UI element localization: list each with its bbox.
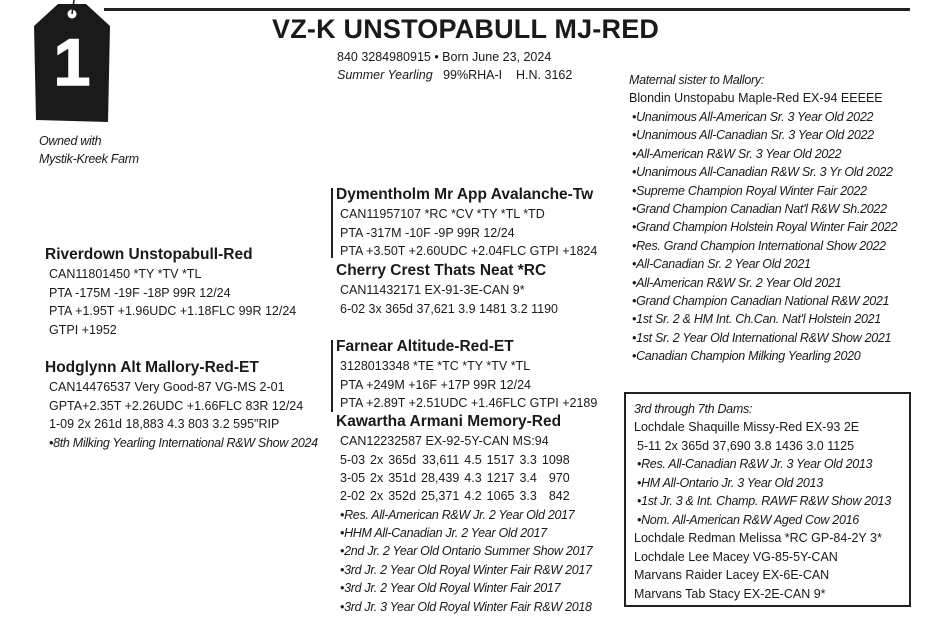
- dam-achievement: •8th Milking Yearling International R&W Show 2024: [49, 435, 318, 450]
- dam-dam-achievement: •3rd Jr. 2 Year Old Royal Winter Fair 2017: [340, 581, 561, 596]
- header-rule: [104, 8, 910, 11]
- record-cell: 365d: [388, 452, 417, 467]
- registration-line: 840 3284980915 • Born June 23, 2024: [337, 50, 552, 64]
- sister-achievement: •1st Sr. 2 & HM Int. Ch.Can. Nat'l Holstein 2021: [632, 312, 881, 327]
- owner-note: [39, 132, 139, 168]
- dam-dam-achievement: •2nd Jr. 2 Year Old Ontario Summer Show 2017: [340, 544, 593, 559]
- sire-sire-line: PTA +3.50T +2.60UDC +2.04FLC GTPI +1824: [340, 244, 598, 258]
- sire-sire-name: Dymentholm Mr App Avalanche-Tw: [336, 186, 594, 203]
- dam-dam-achievement: •3rd Jr. 2 Year Old Royal Winter Fair R&W 2017: [340, 562, 592, 577]
- dam-name: Hodglynn Alt Mallory-Red-ET: [45, 359, 259, 376]
- dams-box: [624, 392, 911, 607]
- record-cell: 5-03: [340, 452, 366, 467]
- sister-achievement: •Res. Grand Champion International Show 2022: [632, 238, 886, 253]
- dam-dam-achievement: •HHM All-Canadian Jr. 2 Year Old 2017: [340, 526, 547, 541]
- sister-achievement: •Supreme Champion Royal Winter Fair 2022: [632, 183, 867, 198]
- hn-value: H.N. 3162: [516, 68, 573, 82]
- record-cell: 970: [548, 471, 570, 486]
- dam-sire-name: Farnear Altitude-Red-ET: [336, 338, 514, 355]
- dam-line: CAN14476537 Very Good-87 VG-MS 2-01: [49, 380, 285, 394]
- sister-achievement: •Grand Champion Canadian National R&W 2021: [632, 293, 890, 308]
- record-cell: 4.2: [464, 489, 482, 504]
- record-cell: 2x: [370, 452, 384, 467]
- sister-achievement: •1st Sr. 2 Year Old International R&W Show 2021: [632, 330, 892, 345]
- sire-dam-name: Cherry Crest Thats Neat *RC: [336, 262, 547, 279]
- record-cell: 2x: [370, 489, 384, 504]
- sister-achievement: •Grand Champion Canadian Nat'l R&W Sh.2022: [632, 201, 887, 216]
- record-cell: 3.3: [519, 489, 537, 504]
- dam-line: GPTA+2.35T +2.26UDC +1.66FLC 83R 12/24: [49, 398, 304, 413]
- dam-sire-line: PTA +249M +16F +17P 99R 12/24: [340, 377, 531, 392]
- record-cell: 842: [548, 489, 570, 504]
- dam-side-bar: [331, 340, 333, 412]
- dam-line: 1-09 2x 261d 18,883 4.3 803 3.2 595"RIP: [49, 417, 280, 431]
- dam-block: [45, 359, 318, 452]
- sister-achievement: •Unanimous All-Canadian R&W Sr. 3 Yr Old 2022: [632, 165, 893, 180]
- dams-box-heading: 3rd through 7th Dams:: [634, 402, 753, 416]
- record-cell: 1098: [541, 452, 570, 467]
- record-cell: 352d: [388, 489, 417, 504]
- sister-achievement: •Unanimous All-American Sr. 3 Year Old 2022: [632, 109, 874, 124]
- earlier-dam: Lochdale Redman Melissa *RC GP-84-2Y 3*: [634, 531, 882, 546]
- maternal-sister-block: [629, 71, 897, 366]
- owner-line-1: Owned with: [39, 134, 102, 148]
- dam-dam-name: Kawartha Armani Memory-Red: [336, 413, 562, 430]
- third-dam-achievement: •Nom. All-American R&W Aged Cow 2016: [637, 512, 859, 527]
- sister-achievement: •All-American R&W Sr. 3 Year Old 2022: [632, 146, 842, 161]
- sire-sire-line: PTA -317M -10F -9P 99R 12/24: [340, 225, 515, 240]
- rha-value: 99%RHA-I: [443, 68, 503, 82]
- sire-block: [45, 246, 296, 339]
- record-cell: 1065: [486, 489, 515, 504]
- lot-tag: [30, 0, 114, 126]
- sire-sire-block: [336, 186, 597, 261]
- sister-achievement: •All-Canadian Sr. 2 Year Old 2021: [632, 257, 811, 272]
- third-dam-achievement: •1st Jr. 3 & Int. Champ. RAWF R&W Show 2013: [637, 494, 891, 509]
- sire-name: Riverdown Unstopabull-Red: [45, 246, 253, 263]
- record-cell: 28,439: [421, 471, 460, 486]
- lot-number: 1: [53, 25, 91, 99]
- dam-dam-records: [340, 451, 575, 506]
- record-cell: 351d: [388, 471, 417, 486]
- dam-sire-block: [336, 338, 597, 413]
- record-cell: 3.4: [519, 471, 537, 486]
- earlier-dam: Lochdale Lee Macey VG-85-5Y-CAN: [634, 549, 838, 564]
- record-row: [340, 469, 575, 487]
- record-cell: 3.3: [519, 452, 537, 467]
- record-cell: 3-05: [340, 471, 366, 486]
- third-dam-name: Lochdale Shaquille Missy-Red EX-93 2E: [634, 420, 860, 435]
- earlier-dam: Marvans Raider Lacey EX-6E-CAN: [634, 568, 830, 583]
- record-cell: 2x: [370, 471, 384, 486]
- dam-dam-achievement: •3rd Jr. 3 Year Old Royal Winter Fair R&W 2018: [340, 599, 592, 614]
- dam-sire-line: 3128013348 *TE *TC *TY *TV *TL: [340, 359, 531, 373]
- record-cell: 25,371: [421, 489, 460, 504]
- sister-achievement: •Grand Champion Holstein Royal Winter Fair 2022: [632, 220, 898, 235]
- dam-dam-line: CAN12232587 EX-92-5Y-CAN MS:94: [340, 434, 549, 448]
- sire-line: PTA -175M -19F -18P 99R 12/24: [49, 285, 231, 300]
- record-cell: 4.5: [464, 452, 482, 467]
- owner-line-2: Mystik-Kreek Farm: [39, 152, 139, 166]
- record-cell: 33,611: [421, 452, 460, 467]
- sire-line: CAN11801450 *TY *TV *TL: [49, 267, 202, 281]
- sire-sire-line: CAN11957107 *RC *CV *TY *TL *TD: [340, 207, 545, 221]
- maternal-sister-name: Blondin Unstopabu Maple-Red EX-94 EEEEE: [629, 91, 883, 106]
- dam-dam-achievement: •Res. All-American R&W Jr. 2 Year Old 2017: [340, 507, 575, 522]
- record-cell: 2-02: [340, 489, 366, 504]
- sire-dam-line: 6-02 3x 365d 37,621 3.9 1481 3.2 1190: [340, 301, 559, 316]
- third-dam-achievement: •HM All-Ontario Jr. 3 Year Old 2013: [637, 475, 823, 490]
- third-dam-achievement: •Res. All-Canadian R&W Jr. 3 Year Old 2013: [637, 457, 873, 472]
- class-label: Summer Yearling: [337, 68, 433, 82]
- record-cell: 1517: [486, 452, 515, 467]
- record-cell: 4.3: [464, 471, 482, 486]
- third-dam-record: 5-11 2x 365d 37,690 3.8 1436 3.0 1125: [637, 438, 855, 453]
- sire-side-bar: [331, 188, 333, 258]
- dam-dam-block: [336, 413, 592, 616]
- sire-line: GTPI +1952: [49, 322, 117, 337]
- animal-title: VZ-K UNSTOPABULL MJ-RED: [272, 14, 660, 44]
- maternal-sister-heading: Maternal sister to Mallory:: [629, 73, 764, 87]
- earlier-dam: Marvans Tab Stacy EX-2E-CAN 9*: [634, 586, 826, 601]
- sister-achievement: •Canadian Champion Milking Yearling 2020: [632, 349, 861, 364]
- sister-achievement: •All-American R&W Sr. 2 Year Old 2021: [632, 275, 842, 290]
- record-row: [340, 451, 575, 469]
- record-row: [340, 487, 575, 505]
- sister-achievement: •Unanimous All-Canadian Sr. 3 Year Old 2022: [632, 128, 874, 143]
- dam-sire-line: PTA +2.89T +2.51UDC +1.46FLC GTPI +2189: [340, 396, 598, 410]
- sire-dam-line: CAN11432171 EX-91-3E-CAN 9*: [340, 283, 525, 297]
- sire-dam-block: [336, 262, 558, 318]
- record-cell: 1217: [486, 471, 515, 486]
- class-line: [337, 68, 572, 82]
- sire-line: PTA +1.95T +1.96UDC +1.18FLC 99R 12/24: [49, 304, 297, 318]
